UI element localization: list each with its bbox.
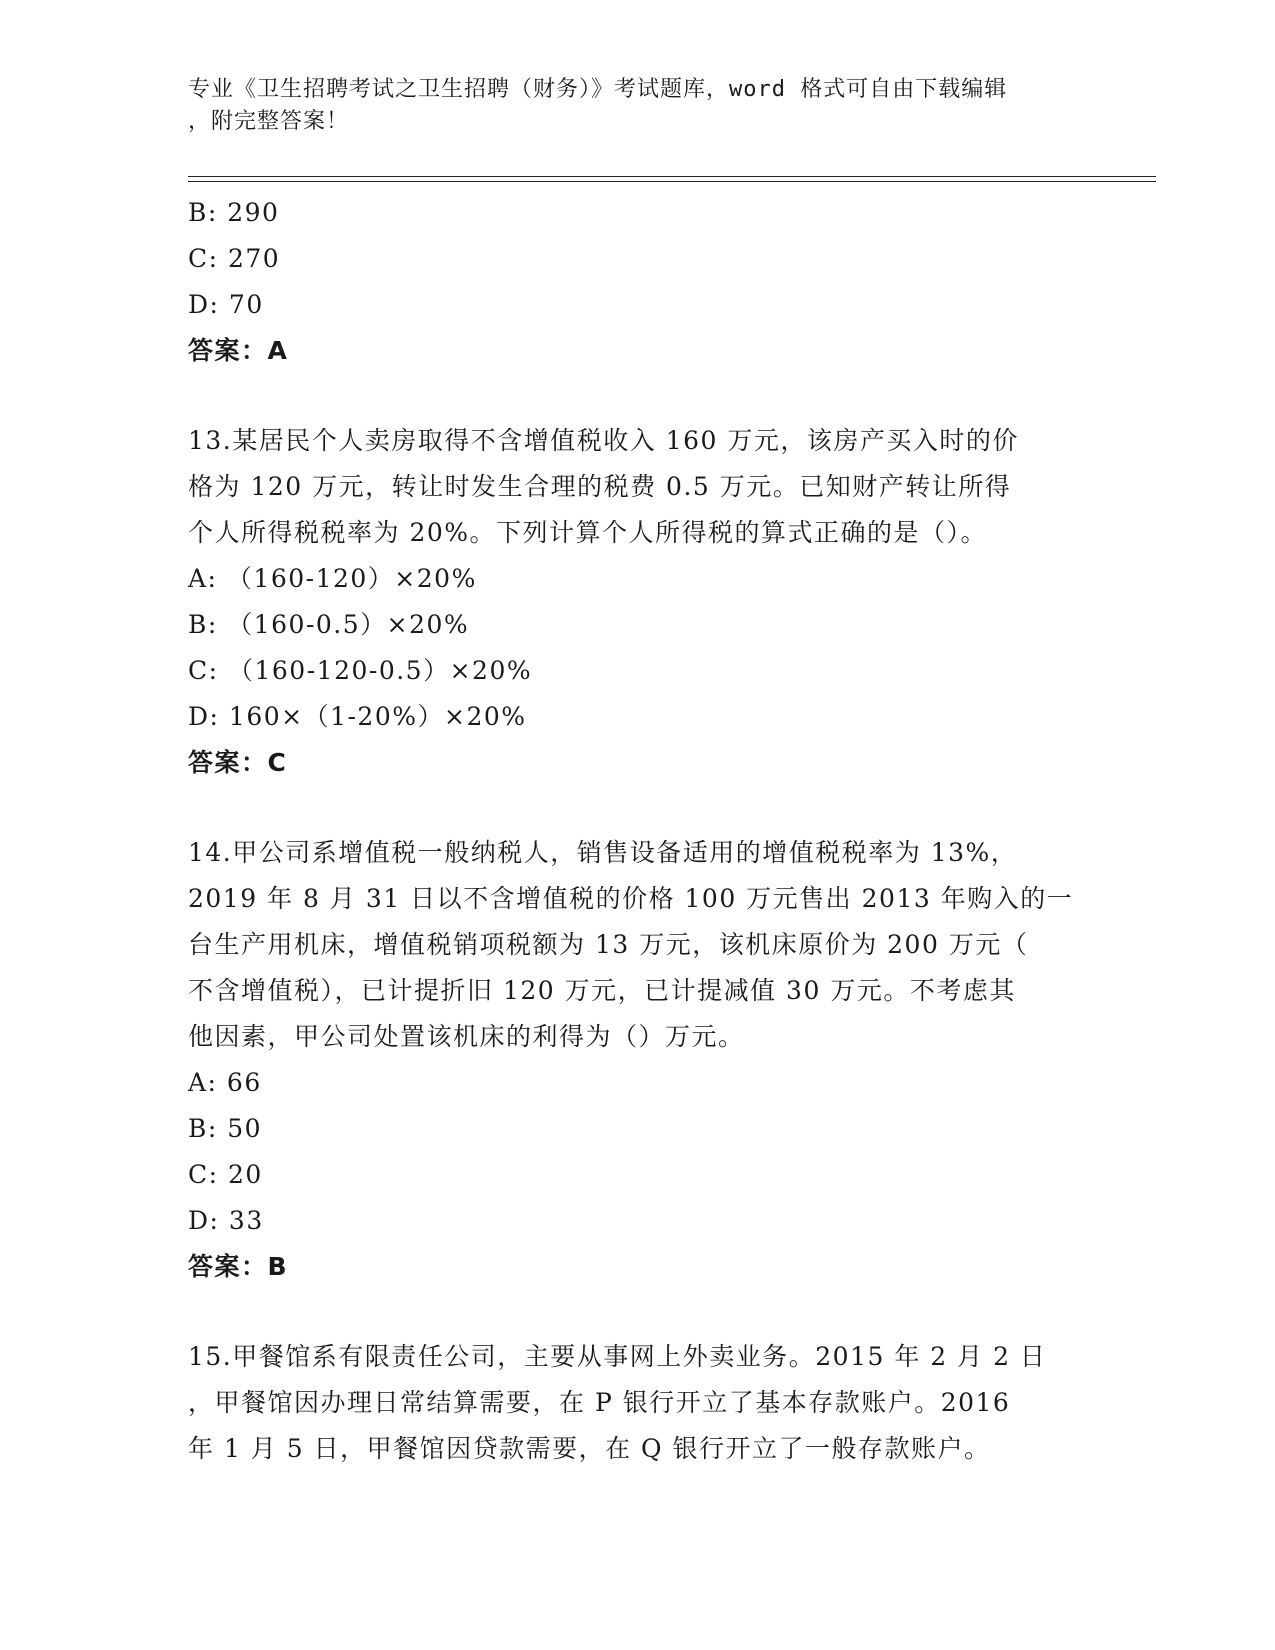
option-a: A: 66 xyxy=(188,1068,262,1097)
answer-line: 答案：B xyxy=(188,1252,289,1281)
header-divider-top xyxy=(188,176,1156,177)
option-b: B: 290 xyxy=(188,198,280,227)
question-stem-line: 年 1 月 5 日，甲餐馆因贷款需要，在 Q 银行开立了一般存款账户。 xyxy=(188,1434,991,1463)
question-15 xyxy=(188,1334,1088,1472)
option-b: B: 50 xyxy=(188,1114,263,1143)
question-stem-line: ，甲餐馆因办理日常结算需要，在 P 银行开立了基本存款账户。2016 xyxy=(188,1388,1011,1417)
answer-line: 答案：A xyxy=(188,336,289,365)
question-stem-line: 2019 年 8 月 31 日以不含增值税的价格 100 万元售出 2013 年购入的一 xyxy=(188,884,1074,913)
option-c: C: （160-120-0.5）×20% xyxy=(188,656,533,685)
question-stem-line: 15.甲餐馆系有限责任公司，主要从事网上外卖业务。2015 年 2 月 2 日 xyxy=(188,1342,1047,1371)
option-b: B: （160-0.5）×20% xyxy=(188,610,470,639)
question-13 xyxy=(188,418,1088,786)
question-stem-line: 台生产用机床，增值税销项税额为 13 万元，该机床原价为 200 万元（ xyxy=(188,930,1029,959)
document-header xyxy=(188,74,1068,138)
answer-line: 答案：C xyxy=(188,748,288,777)
question-stem-line: 个人所得税税率为 20%。下列计算个人所得税的算式正确的是（）。 xyxy=(188,518,988,547)
previous-question xyxy=(188,190,1088,374)
question-14 xyxy=(188,830,1088,1290)
header-line-1: 专业《卫生招聘考试之卫生招聘（财务）》考试题库，word 格式可自由下载编辑 xyxy=(188,77,1008,102)
option-c: C: 20 xyxy=(188,1160,263,1189)
question-stem-line: 14.甲公司系增值税一般纳税人，销售设备适用的增值税税率为 13%， xyxy=(188,838,1018,867)
question-stem-line: 13.某居民个人卖房取得不含增值税收入 160 万元，该房产买入时的价 xyxy=(188,426,1019,455)
option-d: D: 160×（1-20%）×20% xyxy=(188,702,527,731)
header-line-2: ，附完整答案！ xyxy=(188,109,350,134)
header-divider-bottom xyxy=(188,181,1156,182)
option-d: D: 70 xyxy=(188,290,264,319)
document-body xyxy=(188,190,1088,1472)
question-stem-line: 他因素，甲公司处置该机床的利得为（）万元。 xyxy=(188,1022,745,1051)
question-stem-line: 格为 120 万元，转让时发生合理的税费 0.5 万元。已知财产转让所得 xyxy=(188,472,1012,501)
option-d: D: 33 xyxy=(188,1206,264,1235)
option-c: C: 270 xyxy=(188,244,281,273)
question-stem-line: 不含增值税），已计提折旧 120 万元，已计提减值 30 万元。不考虑其 xyxy=(188,976,1016,1005)
option-a: A: （160-120）×20% xyxy=(188,564,477,593)
